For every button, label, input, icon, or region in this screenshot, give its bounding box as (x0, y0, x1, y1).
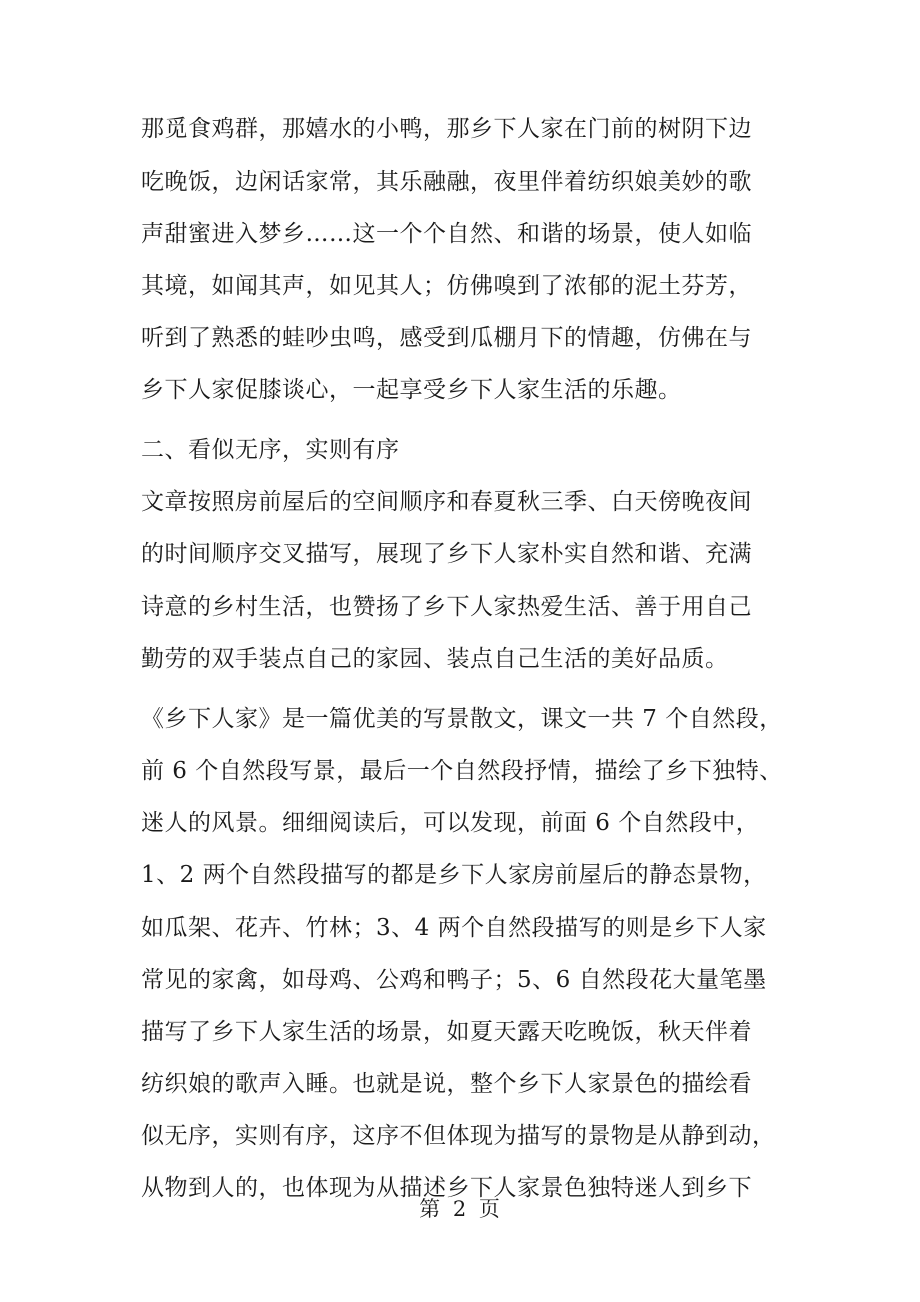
text-line: 迷人的风景。细细阅读后，可以发现，前面 6 个自然段中， (141, 810, 760, 836)
text-line: 似无序，实则有序，这序不但体现为描写的景物是从静到动， (141, 1123, 776, 1149)
page-number: 2 (452, 1197, 468, 1221)
text-line: 描写了乡下人家生活的场景，如夏天露天吃晚饭，秋天伴着 (141, 1019, 752, 1045)
text-line: 诗意的乡村生活，也赞扬了乡下人家热爱生活、善于用自己 (141, 594, 752, 620)
text-line: 勤劳的双手装点自己的家园、装点自己生活的美好品质。 (141, 646, 729, 672)
text-line: 的时间顺序交叉描写，展现了乡下人家朴实自然和谐、充满 (141, 541, 752, 567)
footer-suffix: 页 (478, 1197, 501, 1221)
text-line: 如瓜架、花卉、竹林；3、4 两个自然段描写的则是乡下人家 (141, 915, 767, 941)
page-footer (0, 1195, 920, 1223)
section-heading: 二、看似无序，实则有序 (141, 437, 400, 463)
text-line: 吃晚饭，边闲话家常，其乐融融，夜里伴着纺织娘美妙的歌 (141, 169, 752, 195)
text-line: 《乡下人家》是一篇优美的写景散文，课文一共 7 个自然段， (141, 706, 783, 732)
text-line: 乡下人家促膝谈心，一起享受乡下人家生活的乐趣。 (141, 377, 682, 403)
text-line: 纺织娘的歌声入睡。也就是说，整个乡下人家景色的描绘看 (141, 1071, 752, 1097)
footer-prefix: 第 (419, 1197, 442, 1221)
text-line: 听到了熟悉的蛙吵虫鸣，感受到瓜棚月下的情趣，仿佛在与 (141, 325, 752, 351)
text-line: 1、2 两个自然段描写的都是乡下人家房前屋后的静态景物， (141, 862, 767, 888)
text-line: 前 6 个自然段写景，最后一个自然段抒情，描绘了乡下独特、 (141, 758, 783, 784)
text-line: 常见的家禽，如母鸡、公鸡和鸭子；5、6 自然段花大量笔墨 (141, 967, 767, 993)
text-line: 文章按照房前屋后的空间顺序和春夏秋三季、白天傍晚夜间 (141, 489, 752, 515)
text-line: 声甜蜜进入梦乡……这一个个自然、和谐的场景，使人如临 (141, 221, 752, 247)
text-line: 那觅食鸡群，那嬉水的小鸭，那乡下人家在门前的树阴下边 (141, 116, 752, 142)
text-line: 从物到人的，也体现为从描述乡下人家景色独特迷人到乡下 (141, 1175, 752, 1201)
text-line: 其境，如闻其声，如见其人；仿佛嗅到了浓郁的泥土芬芳， (141, 273, 752, 299)
